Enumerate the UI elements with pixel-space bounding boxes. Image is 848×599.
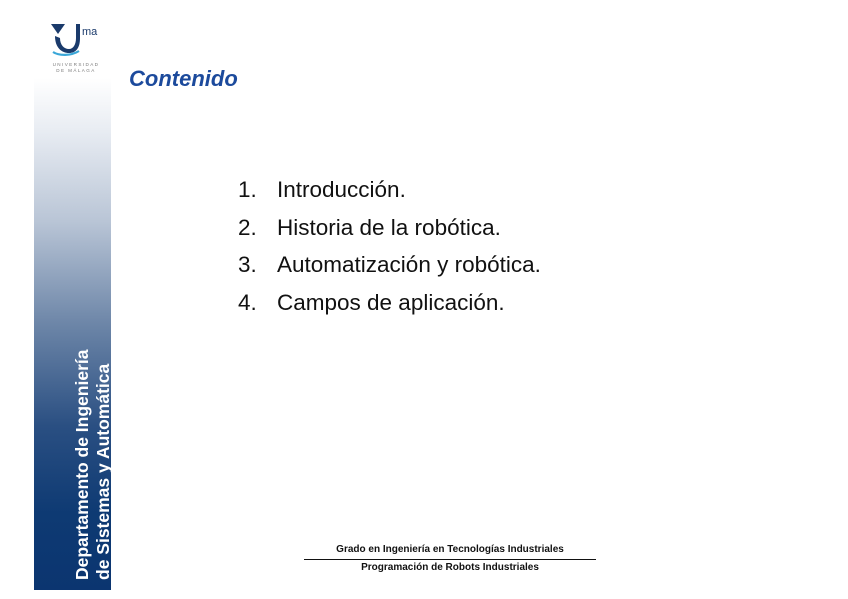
footer-degree: Grado en Ingeniería en Tecnologías Industriales [304,543,596,560]
logo-city-text: DE MÁLAGA [56,68,96,73]
footer-course: Programación de Robots Industriales [361,562,539,573]
list-item [238,209,541,247]
list-item-number: 4. [238,289,257,315]
list-item-number: 3. [238,252,257,277]
slide-footer [304,543,596,575]
department-line-2: de Sistemas y Automática [93,363,113,580]
list-item-text: Campos de aplicación. [277,289,505,315]
logo-university-text: UNIVERSIDAD [52,62,100,67]
department-label [72,350,114,580]
list-item-number: 1. [238,177,257,202]
uma-logo-icon [49,22,83,56]
list-item [238,284,541,322]
logo-superscript: ma [82,26,98,38]
slide-title: Contenido [129,66,238,91]
university-logo [46,22,106,76]
list-item-number: 2. [238,214,257,240]
list-item [238,246,541,284]
list-item-text: Automatización y robótica. [277,252,541,277]
contents-list [238,171,541,321]
list-item [238,171,541,209]
list-item-text: Historia de la robótica. [277,214,501,240]
department-line-1: Departamento de Ingeniería [72,349,92,580]
list-item-text: Introducción. [277,177,406,202]
